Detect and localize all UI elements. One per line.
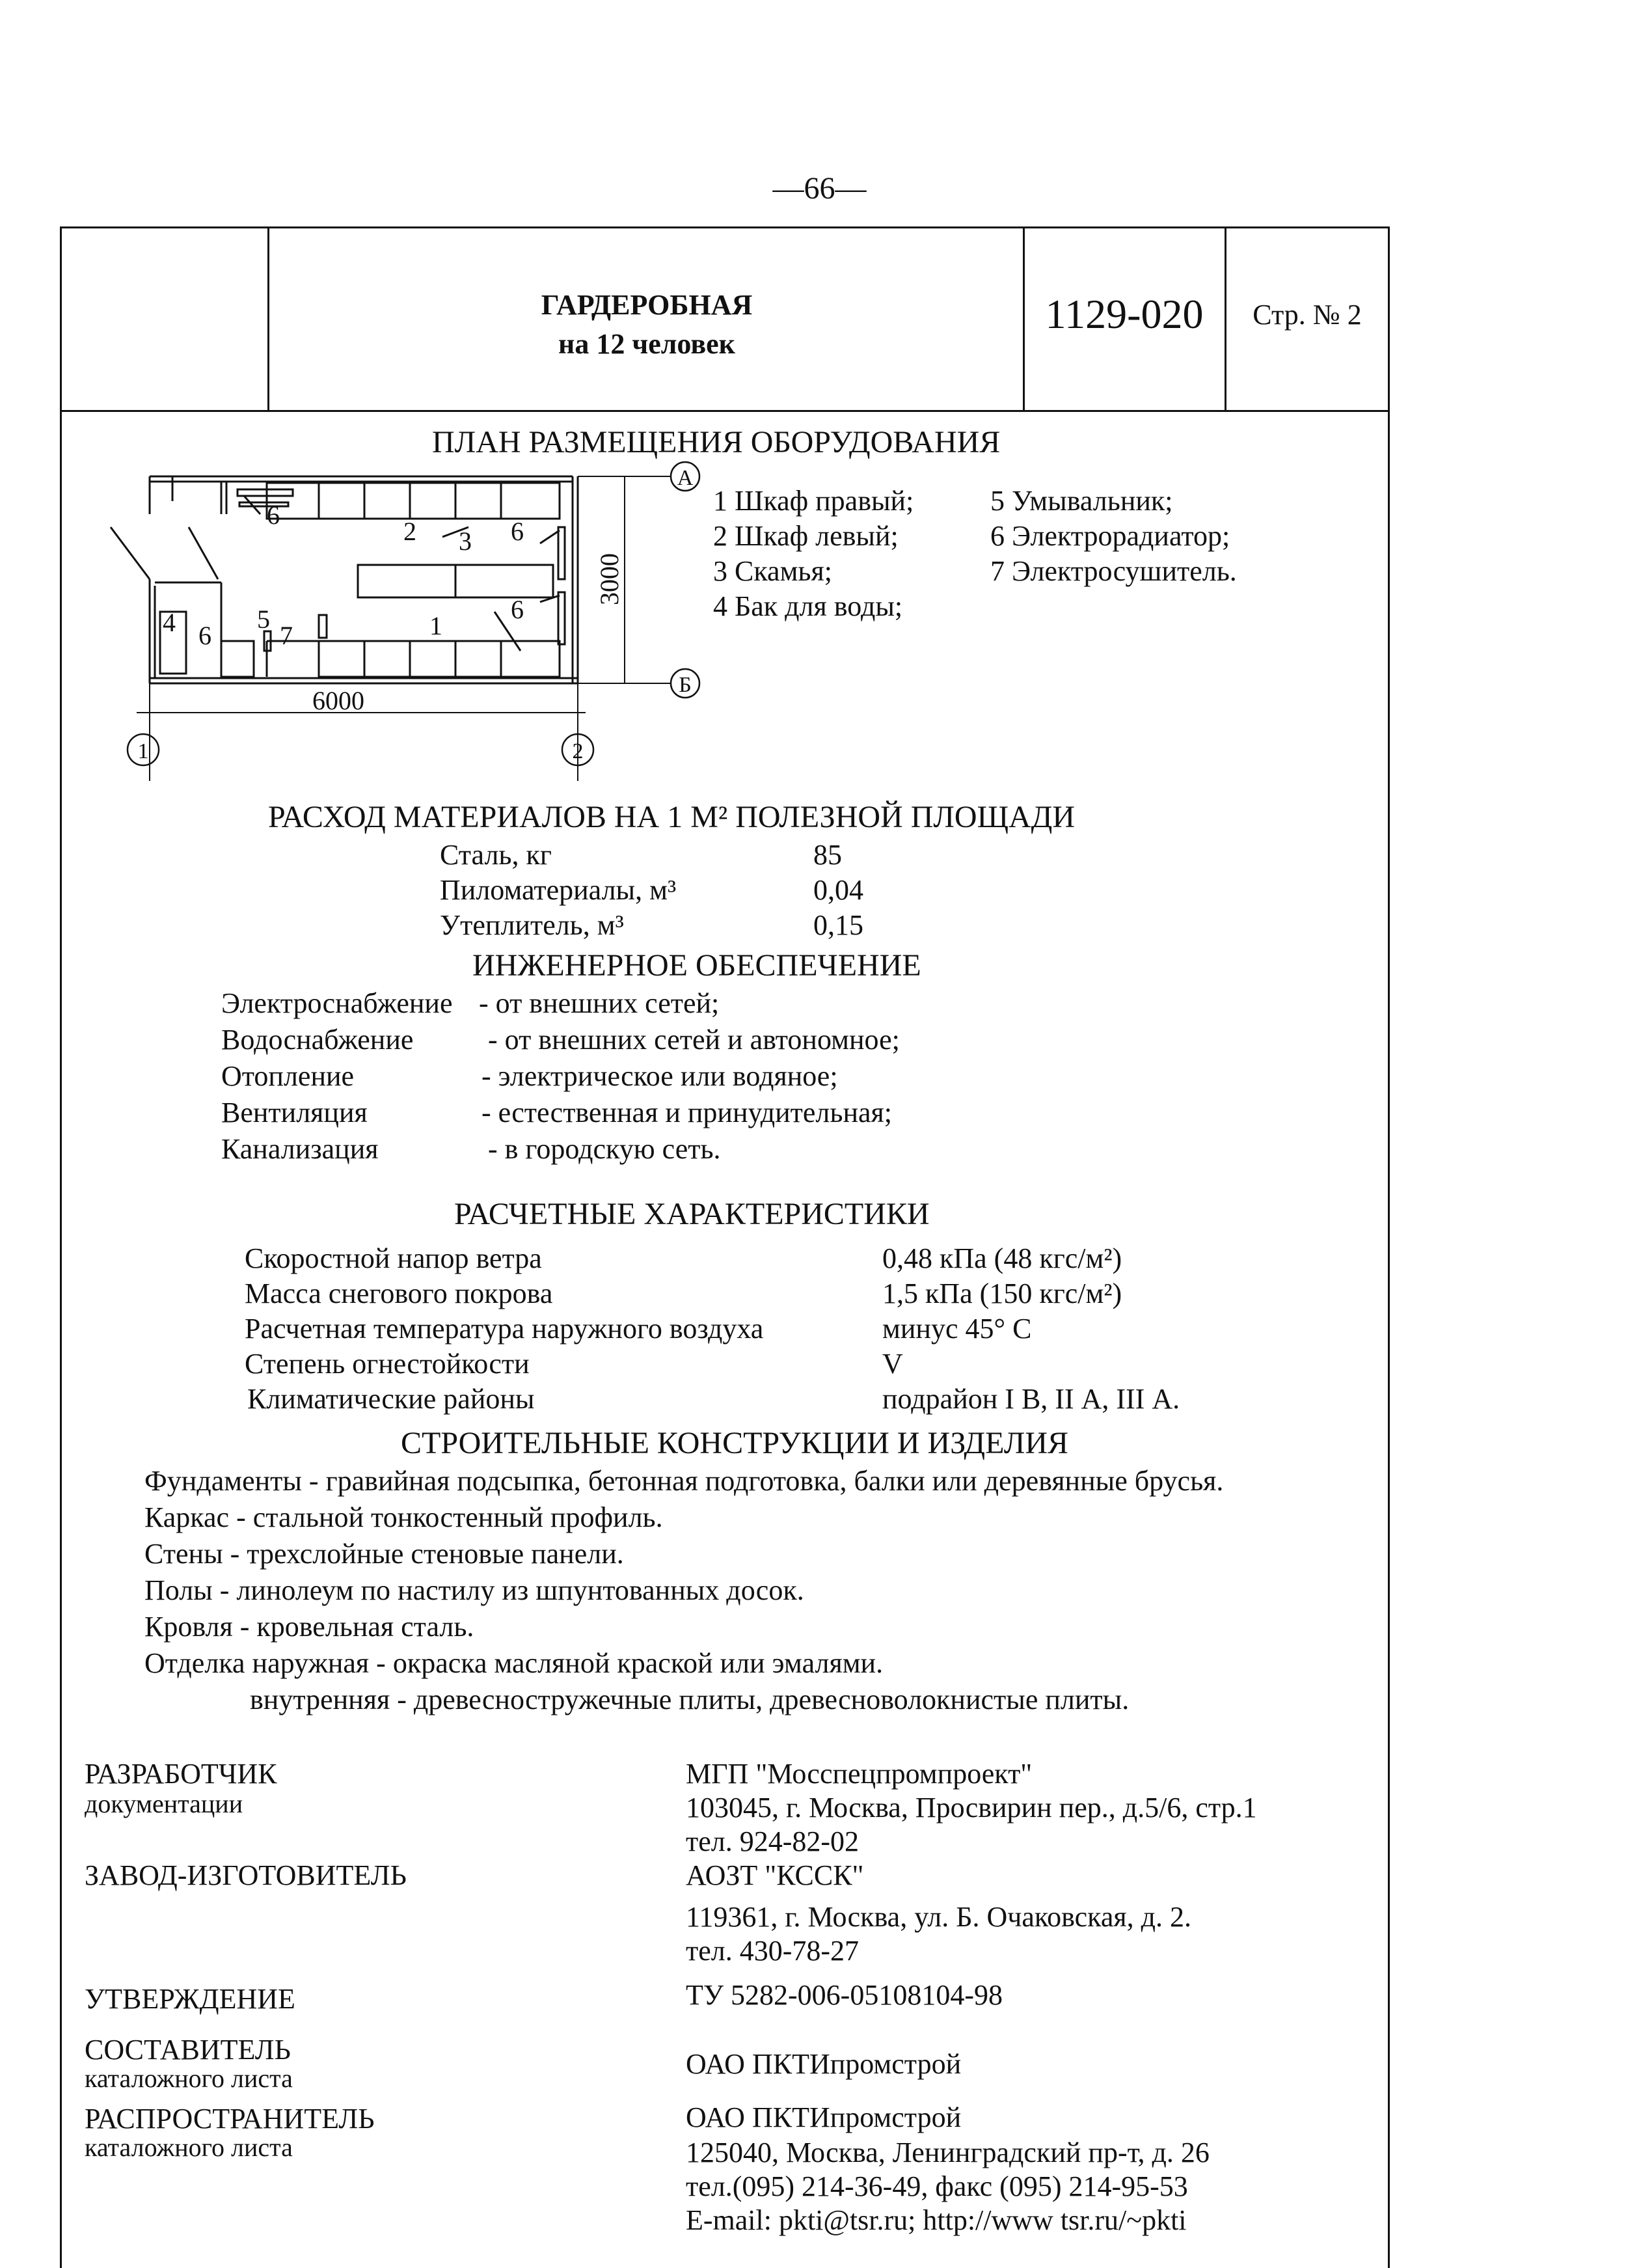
mark-6c: 6 — [511, 595, 524, 624]
axis-a-label: А — [677, 466, 694, 490]
design-heading: РАСЧЕТНЫЕ ХАРАКТЕРИСТИКИ — [454, 1197, 930, 1231]
construction-line-2: Каркас - стальной тонкостенный профиль. — [144, 1501, 663, 1533]
plan-heading: ПЛАН РАЗМЕЩЕНИЯ ОБОРУДОВАНИЯ — [432, 425, 1001, 459]
compiler-value: ОАО ПКТИпромстрой — [686, 2048, 962, 2080]
document-subtitle: на 12 человек — [558, 328, 735, 360]
mark-3: 3 — [459, 526, 472, 556]
axis-1-label: 1 — [137, 739, 149, 763]
maker-label: ЗАВОД-ИЗГОТОВИТЕЛЬ — [85, 1859, 407, 1891]
legend-item-5: 5 Умывальник; — [990, 485, 1173, 517]
mark-2: 2 — [403, 517, 416, 546]
engineering-label-3: Отопление — [221, 1060, 355, 1092]
engineering-value-2: - от внешних сетей и автономное; — [488, 1024, 900, 1056]
distributor-sub: каталожного листа — [85, 2133, 293, 2162]
page-label: Стр. № 2 — [1253, 299, 1362, 331]
axis-2-label: 2 — [572, 739, 584, 763]
distributor-name: ОАО ПКТИпромстрой — [686, 2101, 962, 2133]
materials-value-3: 0,15 — [813, 909, 863, 941]
dim-depth: 3000 — [595, 553, 624, 605]
approval-label: УТВЕРЖДЕНИЕ — [85, 1983, 295, 2015]
engineering-heading: ИНЖЕНЕРНОЕ ОБЕСПЕЧЕНИЕ — [472, 948, 921, 983]
maker-phone: тел. 430-78-27 — [686, 1935, 860, 1967]
materials-label-3: Утеплитель, м³ — [440, 909, 624, 941]
design-value-2: 1,5 кПа (150 кгс/м²) — [882, 1277, 1122, 1309]
design-label-1: Скоростной напор ветра — [245, 1242, 542, 1274]
engineering-value-5: - в городскую сеть. — [488, 1133, 721, 1165]
construction-heading: СТРОИТЕЛЬНЫЕ КОНСТРУКЦИИ И ИЗДЕЛИЯ — [401, 1426, 1068, 1460]
construction-line-7: внутренняя - древесностружечные плиты, древесноволокнистые плиты. — [250, 1684, 1130, 1715]
legend-item-3: 3 Скамья; — [713, 555, 832, 587]
design-value-5: подрайон I В, II А, III А. — [882, 1383, 1180, 1415]
compiler-label: СОСТАВИТЕЛЬ — [85, 2034, 291, 2066]
approval-value: ТУ 5282-006-05108104-98 — [686, 1979, 1003, 2011]
distributor-label: РАСПРОСТРАНИТЕЛЬ — [85, 2103, 375, 2135]
materials-value-2: 0,04 — [813, 874, 863, 906]
engineering-value-4: - естественная и принудительная; — [481, 1097, 892, 1128]
construction-line-6: Отделка наружная - окраска масляной краской или эмалями. — [144, 1647, 884, 1679]
design-label-2: Масса снегового покрова — [245, 1277, 553, 1309]
distributor-email[interactable]: E-mail: pkti@tsr.ru; http://www tsr.ru/~pkti — [686, 2204, 1187, 2236]
developer-address: 103045, г. Москва, Просвирин пер., д.5/6, стр.1 — [686, 1792, 1257, 1824]
engineering-label-5: Канализация — [221, 1133, 379, 1165]
mark-7: 7 — [280, 621, 293, 650]
design-label-5: Климатические районы — [247, 1383, 535, 1415]
developer-name: МГП "Мосспецпромпроект" — [686, 1758, 1033, 1790]
materials-label-2: Пиломатериалы, м³ — [440, 874, 677, 906]
legend-item-4: 4 Бак для воды; — [713, 590, 903, 622]
engineering-label-2: Водоснабжение — [221, 1024, 414, 1056]
design-label-3: Расчетная температура наружного воздуха — [245, 1313, 764, 1345]
construction-line-4: Полы - линолеум по настилу из шпунтованных досок. — [144, 1574, 804, 1606]
mark-6a: 6 — [267, 500, 280, 530]
design-value-1: 0,48 кПа (48 кгс/м²) — [882, 1242, 1122, 1274]
dim-width: 6000 — [312, 686, 364, 715]
floor-plan-drawing — [104, 456, 716, 794]
materials-heading: РАСХОД МАТЕРИАЛОВ НА 1 М² ПОЛЕЗНОЙ ПЛОЩАДИ — [268, 800, 1076, 834]
developer-label: РАЗРАБОТЧИК — [85, 1758, 277, 1790]
legend-item-2: 2 Шкаф левый; — [713, 520, 899, 552]
document-code: 1129-020 — [1045, 291, 1204, 337]
engineering-label-4: Вентиляция — [221, 1097, 368, 1128]
legend-item-6: 6 Электрорадиатор; — [990, 520, 1230, 552]
mark-1: 1 — [429, 611, 442, 640]
distributor-phone: тел.(095) 214-36-49, факс (095) 214-95-53 — [686, 2170, 1188, 2202]
materials-label-1: Сталь, кг — [440, 839, 552, 871]
mark-5: 5 — [257, 605, 270, 634]
construction-line-5: Кровля - кровельная сталь. — [144, 1611, 474, 1643]
maker-address: 119361, г. Москва, ул. Б. Очаковская, д. 2. — [686, 1901, 1191, 1933]
compiler-sub: каталожного листа — [85, 2064, 293, 2093]
design-label-4: Степень огнестойкости — [245, 1348, 530, 1380]
engineering-value-3: - электрическое или водяное; — [481, 1060, 838, 1092]
design-value-3: минус 45° С — [882, 1313, 1032, 1345]
maker-name: АОЗТ "КССК" — [686, 1859, 864, 1891]
design-value-4: V — [882, 1348, 903, 1380]
document-title: ГАРДЕРОБНАЯ — [541, 289, 753, 321]
engineering-value-1: - от внешних сетей; — [479, 987, 720, 1019]
header-divider — [60, 410, 1390, 412]
legend-item-7: 7 Электросушитель. — [990, 555, 1237, 587]
mark-6d: 6 — [198, 621, 211, 650]
mark-6b: 6 — [511, 517, 524, 546]
construction-line-3: Стены - трехслойные стеновые панели. — [144, 1538, 624, 1570]
legend-item-1: 1 Шкаф правый; — [713, 485, 914, 517]
materials-value-1: 85 — [813, 839, 842, 871]
mark-4: 4 — [163, 608, 176, 637]
developer-sub: документации — [85, 1789, 243, 1818]
construction-line-1: Фундаменты - гравийная подсыпка, бетонная подготовка, балки или деревянные брусья. — [144, 1465, 1224, 1497]
distributor-address: 125040, Москва, Ленинградский пр-т, д. 26 — [686, 2137, 1210, 2168]
page-number: —66— — [772, 171, 867, 206]
engineering-label-1: Электроснабжение — [221, 987, 453, 1019]
developer-phone: тел. 924-82-02 — [686, 1825, 860, 1857]
axis-b-label: Б — [679, 673, 692, 697]
